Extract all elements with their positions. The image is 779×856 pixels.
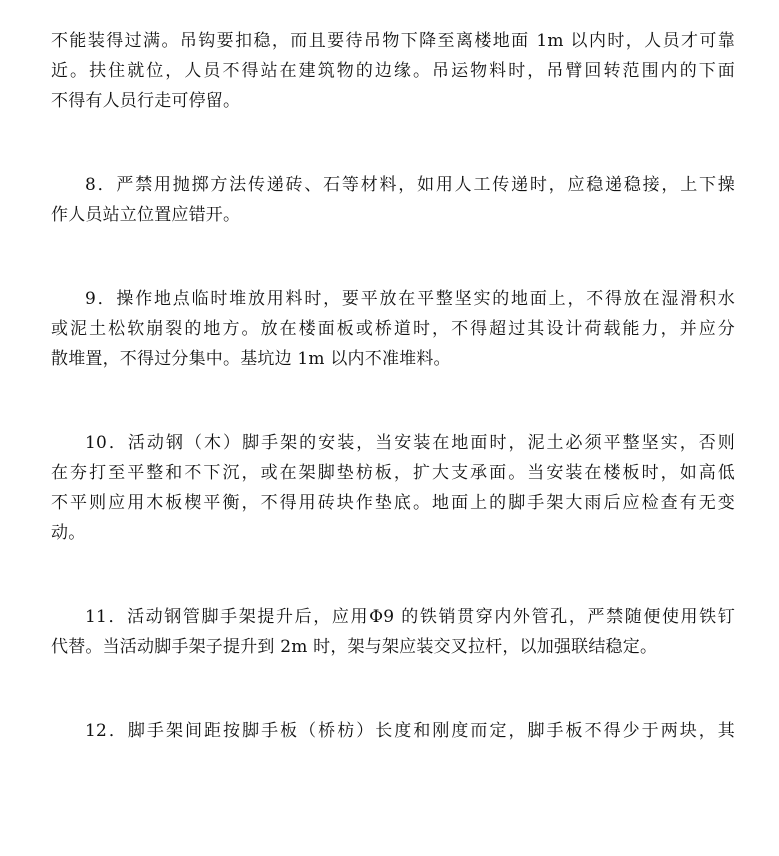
text-line: 12．脚手架间距按脚手板（桥枋）长度和刚度而定，脚手板不得少于两块，其	[85, 721, 735, 741]
paragraph-gap	[51, 548, 735, 602]
text-line: 代替。当活动脚手架子提升到 2m 时，架与架应装交叉拉杆，以加强联结稳定。	[51, 637, 658, 657]
document-page	[51, 26, 735, 746]
text-line: 作人员站立位置应错开。	[51, 205, 241, 225]
text-line: 在夯打至平整和不下沉，或在架脚垫枋板，扩大支承面。当安装在楼板时，如高低	[51, 463, 735, 483]
text-line: 不得有人员行走可停留。	[51, 91, 241, 111]
paragraph-gap	[51, 662, 735, 716]
text-line: 10．活动钢（木）脚手架的安装，当安装在地面时，泥土必须平整坚实，否则	[85, 433, 735, 453]
paragraph-item-8	[51, 170, 735, 230]
text-line: 8．严禁用抛掷方法传递砖、石等材料，如用人工传递时，应稳递稳接，上下操	[85, 175, 735, 195]
text-line: 近。扶住就位，人员不得站在建筑物的边缘。吊运物料时，吊臂回转范围内的下面	[51, 61, 735, 81]
text-line: 9．操作地点临时堆放用料时，要平放在平整坚实的地面上，不得放在湿滑积水	[85, 289, 735, 309]
text-line: 或泥土松软崩裂的地方。放在楼面板或桥道时，不得超过其设计荷载能力，并应分	[51, 319, 735, 339]
paragraph-gap	[51, 116, 735, 170]
paragraph-item-12	[51, 716, 735, 746]
paragraph-gap	[51, 230, 735, 284]
paragraph-item-11	[51, 602, 735, 662]
text-line: 不能装得过满。吊钩要扣稳，而且要待吊物下降至离楼地面 1m 以内时，人员才可靠	[51, 31, 735, 51]
text-line: 动。	[51, 523, 86, 543]
paragraph-item-10	[51, 428, 735, 548]
paragraph-item-9	[51, 284, 735, 374]
paragraph-continued	[51, 26, 735, 116]
text-line: 不平则应用木板楔平衡，不得用砖块作垫底。地面上的脚手架大雨后应检查有无变	[51, 493, 735, 513]
paragraph-gap	[51, 374, 735, 428]
text-line: 散堆置，不得过分集中。基坑边 1m 以内不准堆料。	[51, 349, 451, 369]
text-line: 11．活动钢管脚手架提升后，应用Φ9 的铁销贯穿内外管孔，严禁随便使用铁钉	[85, 607, 735, 627]
